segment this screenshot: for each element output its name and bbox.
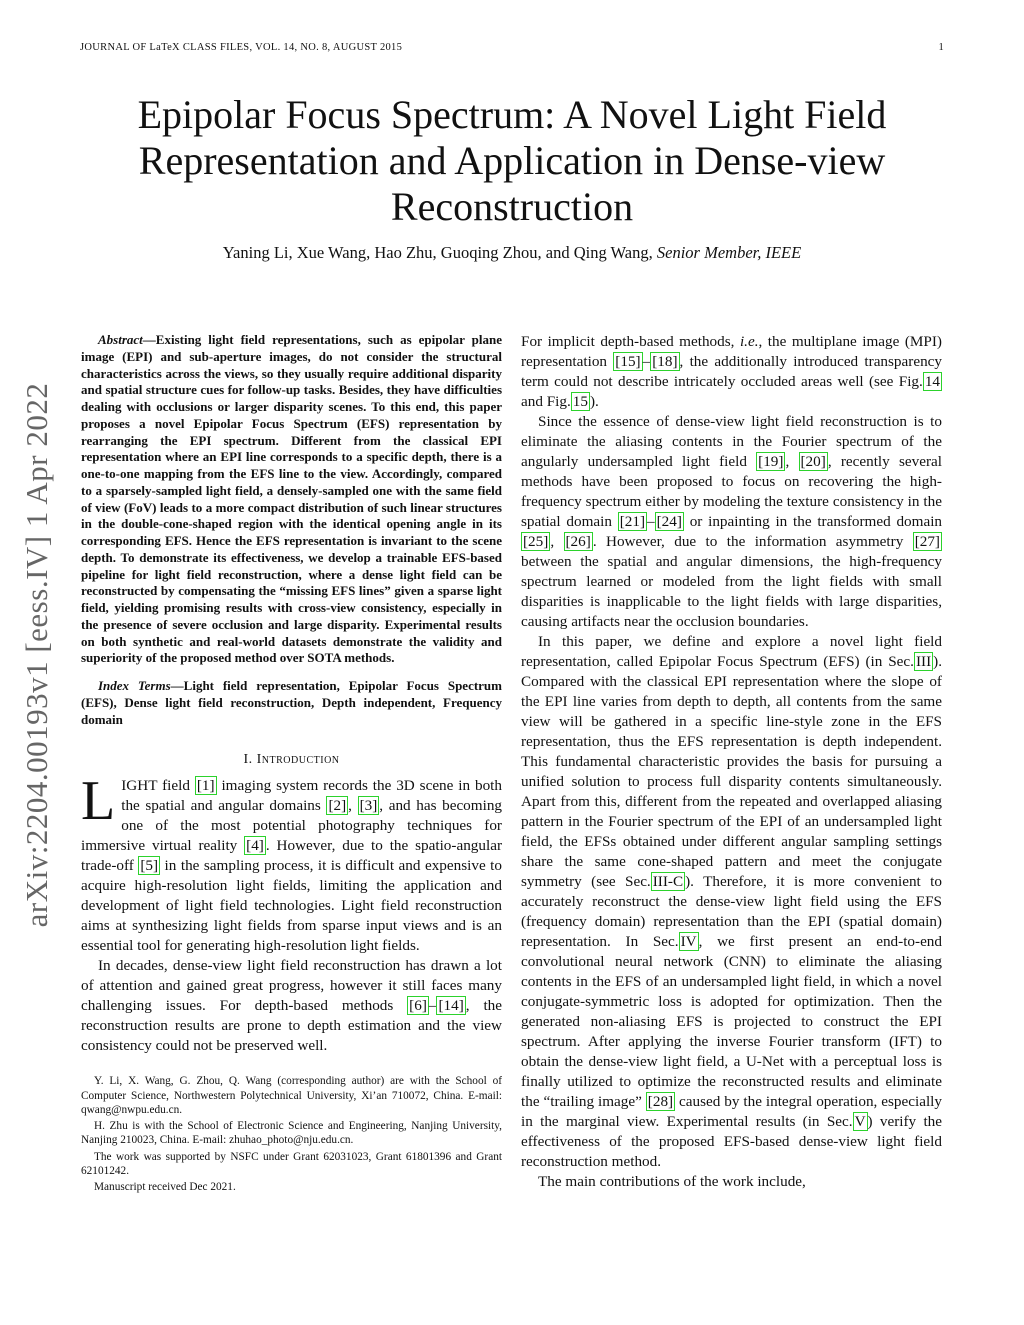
citation-link[interactable]: [18] [652,353,678,370]
author-membership: Senior Member, IEEE [656,243,802,262]
right-paragraph-1 [521,332,942,412]
figure-link[interactable]: 14 [924,373,940,390]
text-run: , and has becoming one of the most potential photography techniques for immersive virtual reality [81,797,503,855]
citation-link[interactable]: [4] [246,837,264,855]
text-run: and Fig. [521,393,571,410]
index-terms [81,678,502,728]
citation-link[interactable]: [14] [438,997,464,1015]
text-run: – [428,997,437,1015]
text-run: ). [589,393,599,410]
left-column [81,332,502,1197]
text-run: – [647,513,655,530]
section-link[interactable]: V [854,1113,866,1130]
text-run: , we first present an end-to-end convolutional neural network (CNN) to eliminate the aliasing contents in the EFS of an undersampled light field, in which a novel conjugate-symmetric loss is adopted for optimization. Then the generated non-aliasing EFS is projected to construct the EPI spectrum. After applying the inverse Fourier transform (IFT) to obtain the dense-view light field, a U-Net with a perceptual loss is finally utilized to optimize the reconstructed results and eliminate the “trailing image” [521,933,942,1110]
text-run: , [550,533,564,550]
text-run: imaging system records the 3D scene in both the spatial and angular domains [121,777,502,815]
text-run: between the spatial and angular dimensions, the high-frequency spectrum learned or modeled from the light fields with small disparities is inapplicable to the light fields with large disparities, causing artifacts near the occlusion boundaries. [521,553,942,630]
text-run: i.e. [739,333,759,350]
arxiv-watermark [14,350,60,960]
text-run: . However, due to the information asymmetry [592,533,913,550]
text-run: Since the essence of dense-view light field reconstruction is to eliminate the aliasing contents in the Fourier spectrum of the angularly undersampled light field [521,413,942,470]
footnote-received: Manuscript received Dec 2021. [94,1181,236,1194]
dropcap: L [81,770,116,833]
footnotes [81,1074,502,1194]
author-names: Yaning Li, Xue Wang, Hao Zhu, Guoqing Zhou, and Qing Wang, [222,243,653,262]
index-terms-text: —Light field representation, Epipolar Focus Spectrum (EFS), Dense light field reconstruction, Depth independent, Frequency domain [81,678,502,727]
section-heading-introduction [81,752,502,768]
figure-link[interactable]: 15 [572,393,588,410]
footnote-affiliation-2: H. Zhu is with the School of Electronic Science and Engineering, Nanjing University, Nanjing 210023, China. E-mail: zhuhao_photo@nju.edu.cn. [81,1120,502,1147]
citation-link[interactable]: [15] [615,353,641,370]
citation-link[interactable]: [6] [409,997,427,1015]
citation-link[interactable]: [3] [359,797,378,815]
section-link[interactable]: III [915,653,932,670]
right-body [521,332,942,1192]
citation-link[interactable]: [5] [140,857,159,875]
intro-paragraph-1 [81,770,503,956]
footnote-affiliation-1: Y. Li, X. Wang, G. Zhou, Q. Wang (corresponding author) are with the School of Computer Science, Northwestern Polytechnical University, Xi’an 710072, China. E-mail: qwang@nwpu.edu.cn. [81,1075,502,1116]
text-run: In decades, dense-view light field reconstruction has drawn a lot of attention and gained great progress, however it still faces many challenging issues. For depth-based methods [81,957,502,1015]
footnote-funding: The work was supported by NSFC under Grant 62031023, Grant 61801396 and Grant 62101242. [81,1150,502,1178]
section-title: Introduction [256,752,340,768]
abstract [81,332,502,667]
journal-name: JOURNAL OF LaTeX CLASS FILES, VOL. 14, NO. 8, AUGUST 2015 [80,42,403,53]
citation-link[interactable]: [21] [619,513,646,530]
text-run: or inpainting in the transformed domain [683,513,943,530]
abstract-text: —Existing light field representations, such as epipolar plane image (EPI) and sub-aperture images, do not consider the structural characteristics across the views, so they usually require additional disparity and spatial structure cues for follow-up tasks. Besides, they have difficulties dealing with occlusions or larger disparity scenes. To this end, this paper proposes a novel Epipolar Focus Spectrum (EFS) representation by rearranging the EPI spectrum. Different from the classical EPI representation where an EPI line corresponds to a specific depth, there is a one-to-one mapping from the EFS line to the view. Accordingly, compared to a sparsely-sampled light field, a densely-sampled one with the same field of view (FoV) leads to a more compact distribution of such linear structures in the double-cone-shaped region with the identical opening angle in its corresponding EFS. Hence the EFS representation is invariant to the scene depth. To demonstrate its effectiveness, we develop a trainable EFS-based pipeline for light field reconstruction, where a dense light field can be reconstructed by compensating the “missing EFS lines” given a sparse light field, yielding promising results with cross-view consistency, especially in the presence of severe occlusion and large disparity. Experimental results on both synthetic and real-world datasets demonstrate the validity and superiority of the proposed method over SOTA methods. [81,332,502,666]
text-run: caused by the integral operation, especially in the marginal view. Experimental results (in Sec. [521,1093,942,1130]
text-run: . However, due to the spatio-angular trade-off [81,837,502,875]
text-run: For implicit depth-based methods, [521,333,740,350]
text-run: In this paper, we define and explore a novel light field representation, called Epipolar Focus Spectrum (EFS) (in Sec. [521,633,942,670]
section-link[interactable]: IV [680,933,697,950]
citation-link[interactable]: [2] [328,797,347,815]
citation-link[interactable]: [28] [647,1093,674,1110]
text-run: – [642,353,651,370]
text-run: , the additionally introduced transparency term could not describe intricately occluded areas well (see Fig. [521,353,942,390]
arxiv-id: arXiv:2204.00193v1 [eess.IV] 1 Apr 2022 [19,382,54,928]
citation-link[interactable]: [1] [196,777,215,795]
citation-link[interactable]: [27] [914,533,940,550]
text-run: , [348,797,358,815]
intro-paragraph-2 [81,956,502,1056]
page-number: 1 [938,42,944,53]
citation-link[interactable]: [26] [565,533,591,550]
right-paragraph-2 [521,412,942,632]
section-number: I. [243,752,253,768]
index-terms-label: Index Terms [98,678,171,693]
right-paragraph-3 [521,632,942,1172]
right-column [521,332,942,1192]
citation-link[interactable]: [19] [758,453,784,470]
paper-title: Epipolar Focus Spectrum: A Novel Light Field Representation and Application in Dense-view Reconstruction [137,92,887,229]
text-run: ). Therefore, it is more convenient to accurately reconstruct the dense-view light field using the EFS (frequency domain) representation than the EPI (spatial domain) representation. In Sec. [521,873,942,950]
text-run: ) verify the effectiveness of the proposed EFS-based dense-view light field reconstruction method. [521,1113,943,1170]
right-paragraph-4: The main contributions of the work include, [538,1173,806,1190]
citation-link[interactable]: [24] [656,513,682,530]
author-line [80,243,944,263]
citation-link[interactable]: [25] [523,533,549,550]
text-run: , the multiplane image (MPI) representation [521,333,942,370]
text-run: , recently several methods have been proposed to focus on recovering the high-frequency spectrum either by modeling the texture consistency in the spatial domain [521,453,942,530]
text-run: ). Compared with the classical EPI representation where the slope of the EPI line varies from depth to depth, all contents from the same view will be gathered in a specific line-style zone in the EFS representation, thus the EFS representation is depth independent. This fundamental characteristic provides the basis for pursuing a unified solution to process full disparity contents simultaneously. Apart from this, different from the repeated and overlapped aliasing pattern in the Fourier spectrum of the EPI of an undersampled light field, the EFSs obtained under different angular sampling settings share the same cone-shaped pattern and meet the conjugate symmetry (see Sec. [521,653,942,890]
running-header [80,42,944,53]
citation-link[interactable]: [20] [800,453,826,470]
text-run: in the sampling process, it is difficult and expensive to acquire high-resolution light fields, limiting the application and development of light field technologies. Light field reconstruction aims at synthesizing light fields from sparse input views and is an essential tool for generating high-resolution light fields. [81,857,502,955]
text-run: , the reconstruction results are prone to depth estimation and the view consistency could not be preserved well. [81,997,503,1055]
text-run: , [785,453,799,470]
section-link[interactable]: III-C [652,873,684,890]
intro-body [81,770,503,1056]
abstract-label: Abstract [98,332,143,347]
text-run: IGHT field [121,777,195,795]
